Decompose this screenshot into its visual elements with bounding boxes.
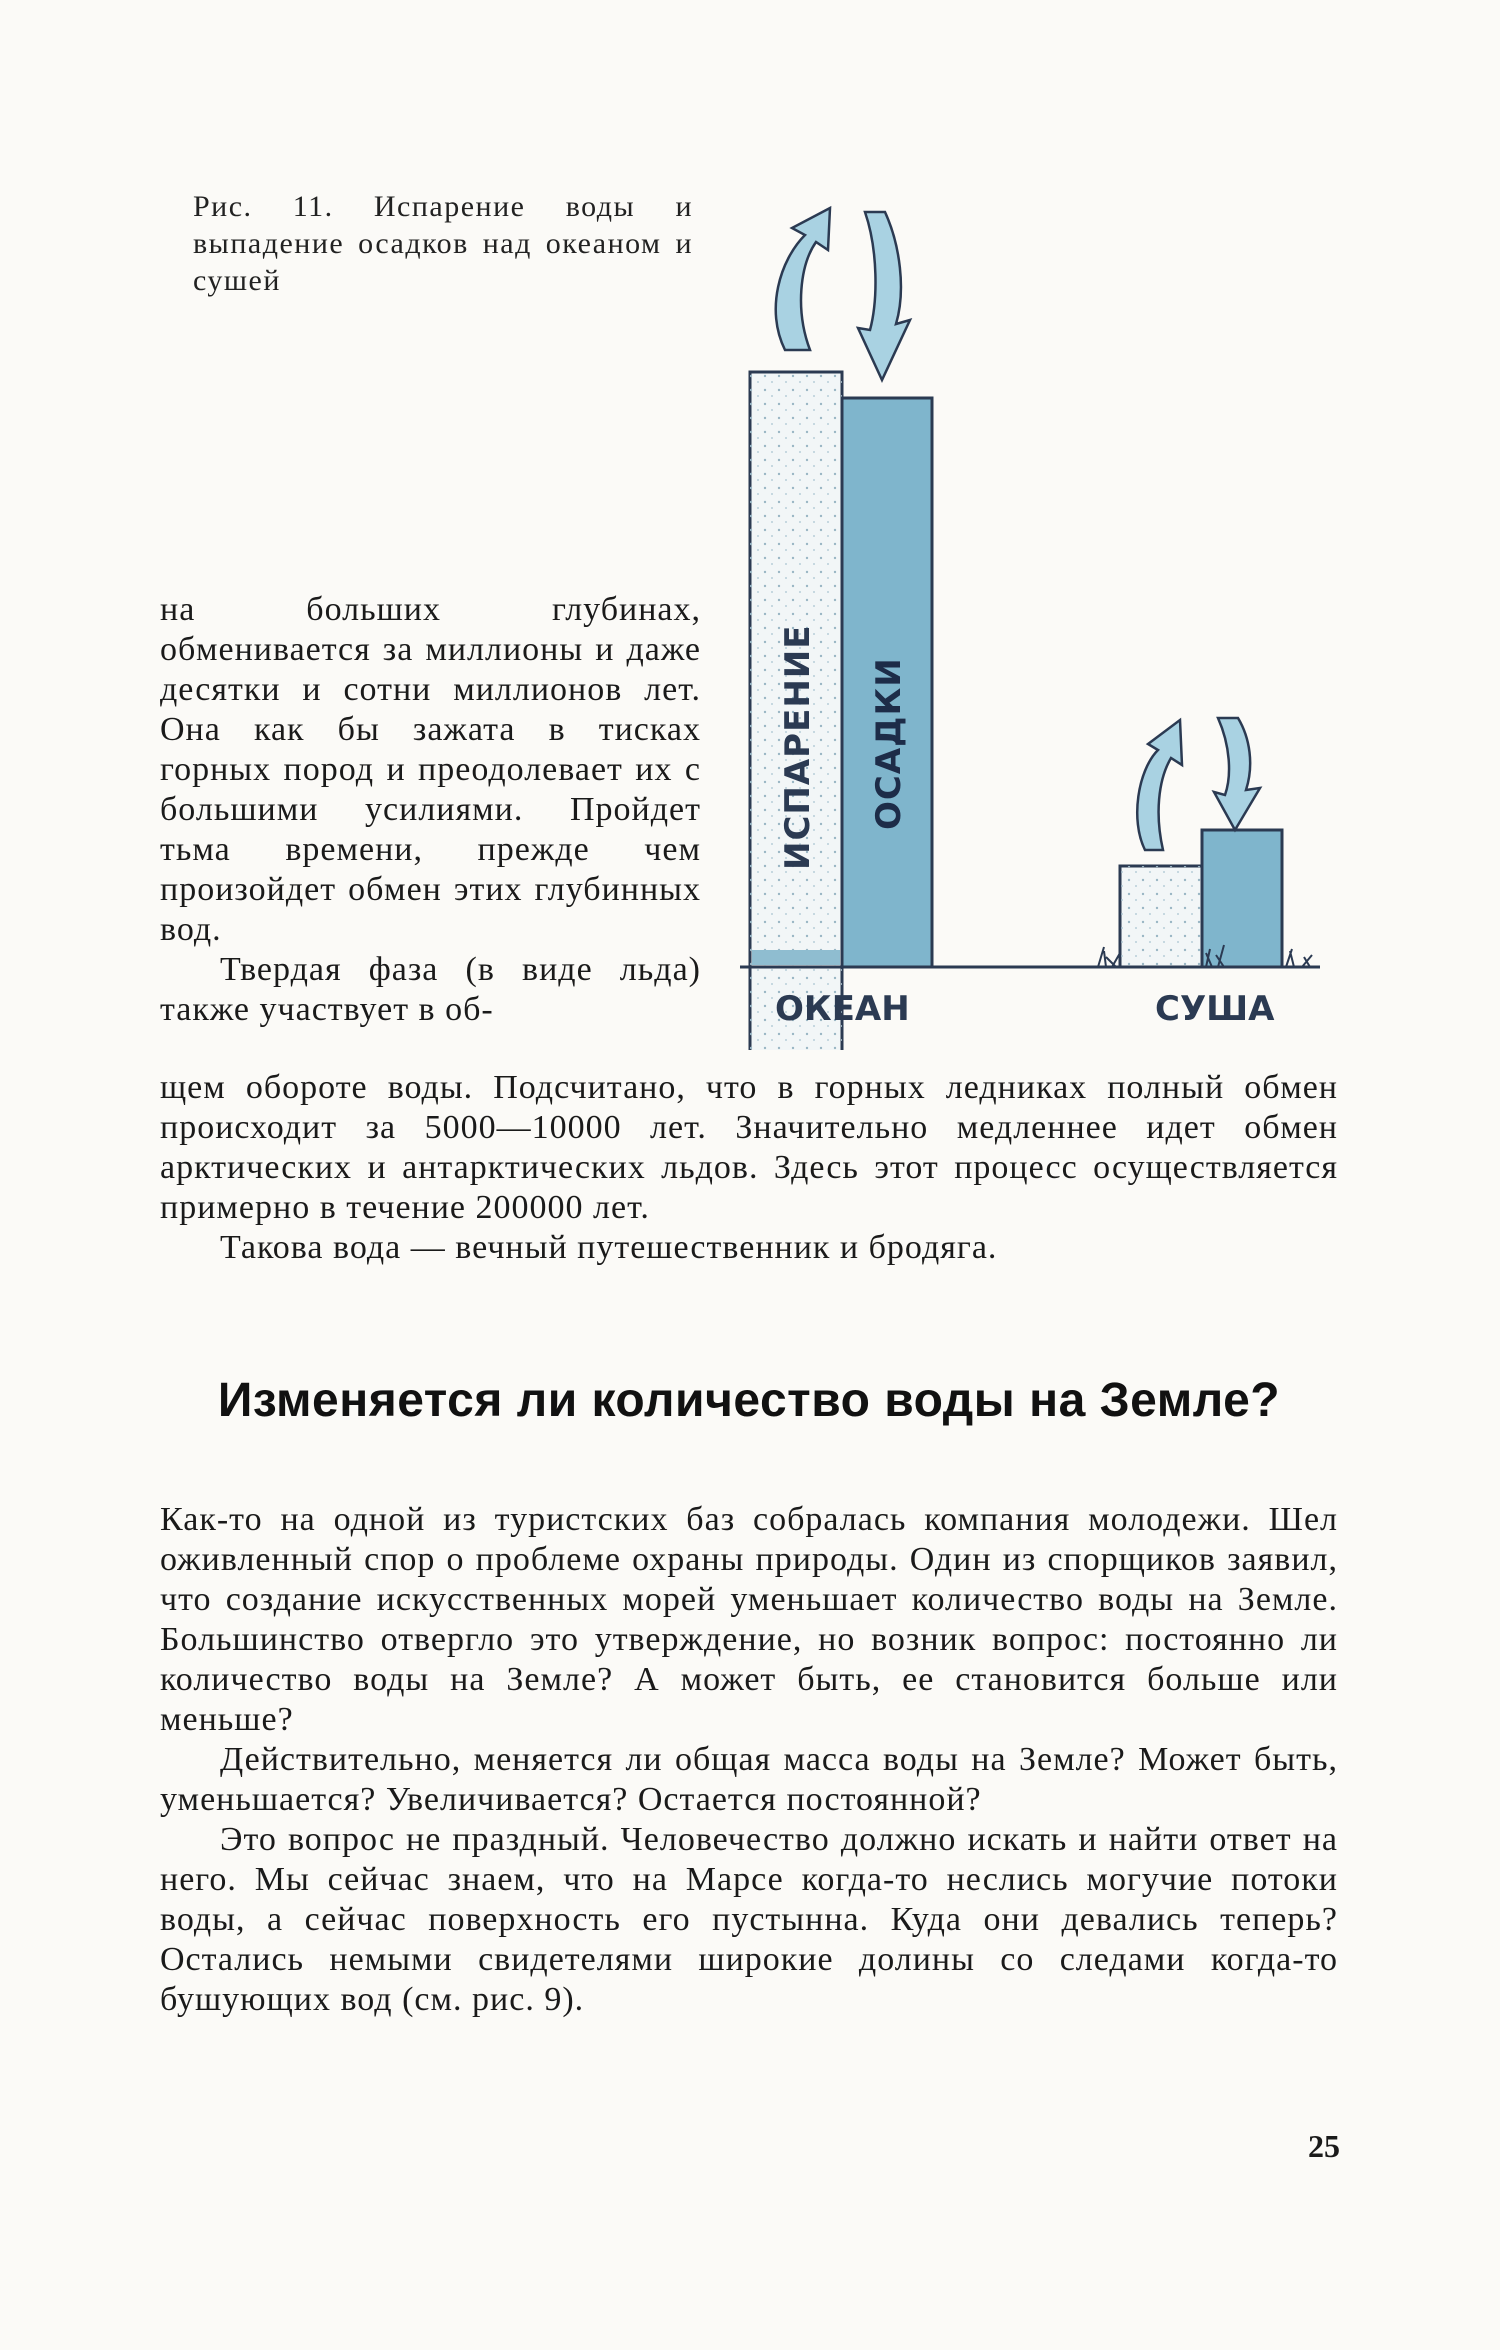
wrapped-text-block xyxy=(160,590,701,1030)
section-heading: Изменяется ли количество воды на Земле? xyxy=(217,1374,1281,1427)
paragraph-wanderer: Такова вода — вечный путешественник и бродяга. xyxy=(220,1229,998,1266)
ocean-evaporation-base xyxy=(752,950,840,965)
land-label: СУША xyxy=(1155,989,1275,1029)
paragraph-mars: Это вопрос не праздный. Человечество должно искать и найти ответ на него. Мы сейчас знаем, что на Марсе когда-то неслись могучие потоки воды, а сейчас поверхность его пустынна. Куда они девались теперь? Остались немыми свидетелями широкие долины со следами когда-то бушующих вод (см. рис. 9). xyxy=(160,1821,1338,2018)
full-width-text-block xyxy=(160,1068,1338,1268)
ocean-evaporation-arrow-icon xyxy=(776,208,830,350)
section-body xyxy=(160,1500,1338,2020)
evaporation-bar-label: ИСПАРЕНИЕ xyxy=(778,624,818,870)
paragraph-ice-start: Твердая фаза (в виде льда) также участвует в об- xyxy=(160,951,701,1028)
water-cycle-figure xyxy=(720,190,1340,1050)
paragraph-tourist-base: Как-то на одной из туристских баз собралась компания молодежи. Шел оживленный спор о проблеме охраны природы. Один из спорщиков заявил, что создание искусственных морей уменьшает количество воды на Земле. Большинство отвергло это утверждение, но возник вопрос: постоянно ли количество воды на Земле? А может быть, ее становится больше или меньше? xyxy=(160,1501,1338,1738)
page-number: 25 xyxy=(1308,2128,1340,2164)
land-evaporation-texture xyxy=(1120,866,1202,967)
ocean-precipitation-arrow-icon xyxy=(858,212,910,380)
ocean-label: ОКЕАН xyxy=(775,989,910,1029)
land-evaporation-arrow-icon xyxy=(1137,720,1182,850)
paragraph-ice-continued: щем обороте воды. Подсчитано, что в горных ледниках полный обмен происходит за 5000—10000 лет. Значительно медленнее идет обмен арктических и антарктических льдов. Здесь этот процесс осуществляется примерно в течение 200000 лет. xyxy=(160,1069,1338,1226)
land-precipitation-arrow-icon xyxy=(1214,718,1260,830)
figure-caption: Рис. 11. Испарение воды и выпадение осадков над океаном и сушей xyxy=(193,190,693,297)
precipitation-bar-label: ОСАДКИ xyxy=(869,657,909,830)
land-precipitation-bar xyxy=(1202,830,1282,967)
paragraph-water-mass: Действительно, меняется ли общая масса воды на Земле? Может быть, уменьшается? Увеличивается? Остается постоянной? xyxy=(160,1741,1338,1818)
paragraph-deep-water: на больших глубинах, обменивается за миллионы и даже десятки и сотни миллионов лет. Она как бы зажата в тисках горных пород и преодолевает их с большими усилиями. Пройдет тьма времени, прежде чем произойдет обмен этих глубинных вод. xyxy=(160,591,701,948)
